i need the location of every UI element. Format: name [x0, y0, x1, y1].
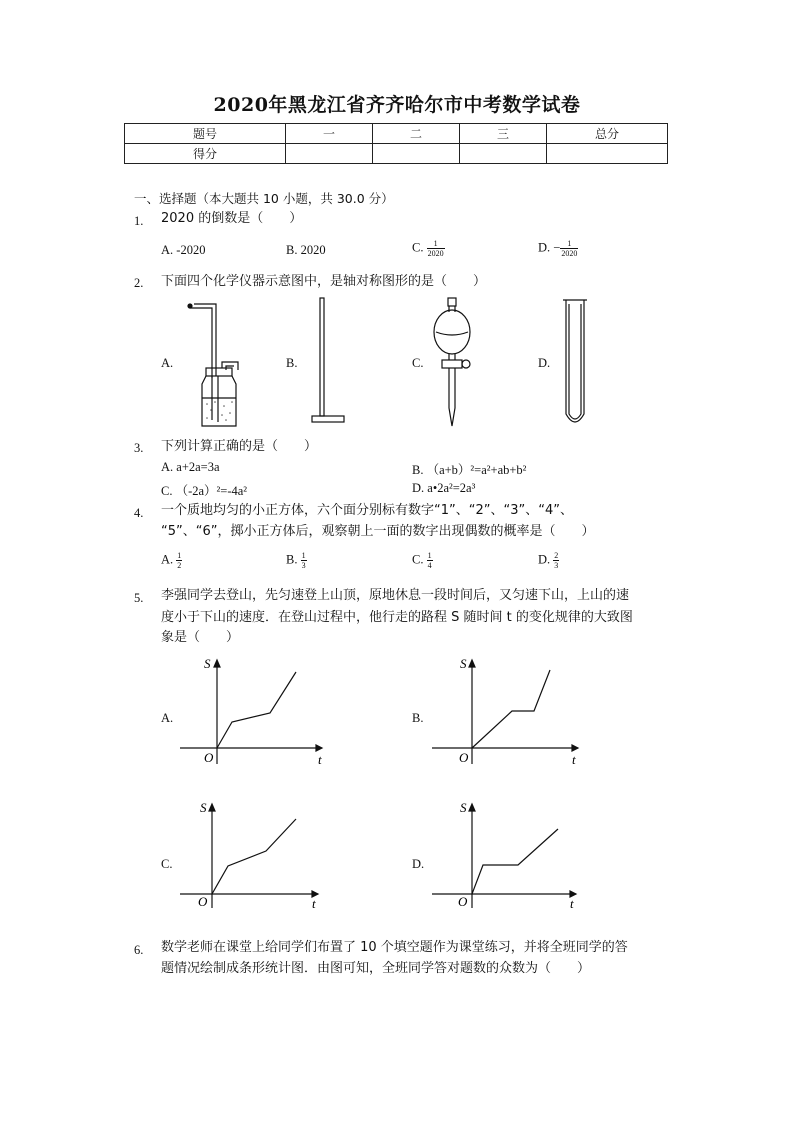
- axis-t-label: t: [570, 896, 574, 911]
- score-header-cell: 总分: [547, 124, 668, 144]
- option-a: A. -2020: [161, 243, 206, 257]
- question-text-line: “5”、“6”，掷小正方体后，观察朝上一面的数字出现偶数的概率是（ ）: [161, 524, 595, 539]
- question-text-line: 数学老师在课堂上给同学们布置了 10 个填空题作为课堂练习，并将全班同学的答: [161, 940, 628, 955]
- origin-label: O: [198, 894, 208, 909]
- option-a: A.: [161, 356, 174, 370]
- option-b: B.: [412, 711, 424, 725]
- score-cell[interactable]: [286, 144, 373, 164]
- option-a: A.: [161, 711, 174, 725]
- score-header-cell: 三: [460, 124, 547, 144]
- option-label: B.: [286, 552, 298, 567]
- fraction: [427, 551, 433, 570]
- iron-stand-icon: [308, 296, 348, 428]
- gas-washing-bottle-icon: [180, 298, 250, 430]
- option-c: [412, 239, 445, 258]
- page-title: 2020年黑龙江省齐齐哈尔市中考数学试卷: [213, 94, 581, 116]
- option-b: B. 2020: [286, 243, 326, 257]
- score-header-cell: 题号: [125, 124, 286, 144]
- numerator: 2: [554, 551, 559, 560]
- option-label: D. −: [538, 240, 561, 255]
- question-number: 2.: [134, 276, 144, 290]
- axis-t-label: t: [572, 752, 576, 767]
- question-text: 下列计算正确的是（ ）: [161, 439, 318, 454]
- numerator: 1: [301, 551, 306, 560]
- question-text: 下面四个化学仪器示意图中，是轴对称图形的是（ ）: [161, 274, 487, 289]
- option-c: C.: [412, 356, 424, 370]
- score-cell[interactable]: [373, 144, 460, 164]
- fraction: [176, 551, 182, 570]
- denominator: 3: [301, 561, 306, 570]
- axis-t-label: t: [312, 896, 316, 911]
- test-tube-icon: [560, 296, 590, 430]
- question-text-line: 象是（ ）: [161, 630, 240, 645]
- score-table-score-row: [125, 144, 668, 164]
- question-number: 6.: [134, 943, 144, 957]
- numerator: 1: [427, 551, 432, 560]
- origin-label: O: [458, 894, 468, 909]
- fraction: [301, 551, 307, 570]
- option-a: A. a+2a=3a: [161, 460, 220, 474]
- option-d: [538, 551, 559, 570]
- option-a: [161, 551, 182, 570]
- question-number: 4.: [134, 506, 144, 520]
- question-text-line: 李强同学去登山，先匀速登上山顶，原地休息一段时间后，又匀速下山，上山的速: [161, 588, 630, 603]
- graph-b: [432, 656, 582, 768]
- question-text-line: 度小于下山的速度．在登山过程中，他行走的路程 S 随时间 t 的变化规律的大致图: [161, 610, 633, 625]
- denominator: 2020: [561, 249, 578, 258]
- option-b: [286, 551, 307, 570]
- question-number: 1.: [134, 214, 144, 228]
- score-cell[interactable]: [460, 144, 547, 164]
- graph-a: [180, 656, 330, 768]
- axis-s-label: S: [200, 800, 207, 815]
- question-number: 5.: [134, 591, 144, 605]
- origin-label: O: [204, 750, 214, 765]
- score-table-header-row: [125, 124, 668, 144]
- option-d: D.: [538, 356, 551, 370]
- separatory-funnel-icon: [422, 296, 482, 430]
- question-text: 2020 的倒数是（ ）: [161, 211, 303, 226]
- axis-s-label: S: [460, 800, 467, 815]
- option-c: [412, 551, 433, 570]
- option-b: B.: [286, 356, 298, 370]
- origin-label: O: [459, 750, 469, 765]
- question-text-line: 一个质地均匀的小正方体，六个面分别标有数字“1”、“2”、“3”、“4”、: [161, 503, 573, 518]
- option-d: D. a•2a²=2a³: [412, 481, 476, 495]
- score-cell[interactable]: [547, 144, 668, 164]
- option-d: [538, 239, 578, 258]
- numerator: 1: [177, 551, 182, 560]
- denominator: 4: [427, 561, 432, 570]
- denominator: 2020: [427, 249, 444, 258]
- option-label: A.: [161, 552, 174, 567]
- option-b: B. （a+b）²=a²+ab+b²: [412, 463, 527, 477]
- denominator: 2: [177, 561, 182, 570]
- graph-c: [180, 800, 330, 912]
- graph-d: [432, 800, 582, 912]
- score-table: [124, 123, 668, 164]
- score-header-cell: 一: [286, 124, 373, 144]
- question-number: 3.: [134, 441, 144, 455]
- numerator: 1: [560, 239, 578, 249]
- axis-t-label: t: [318, 752, 322, 767]
- question-text-line: 题情况绘制成条形统计图．由图可知，全班同学答对题数的众数为（ ）: [161, 961, 591, 976]
- option-label: C.: [412, 240, 424, 255]
- option-c: C. （-2a）²=-4a²: [161, 484, 248, 498]
- option-label: C.: [412, 552, 424, 567]
- fraction: [560, 239, 578, 258]
- score-row-label: 得分: [125, 144, 286, 164]
- numerator: 1: [427, 239, 445, 249]
- option-label: D.: [538, 552, 551, 567]
- axis-s-label: S: [204, 656, 211, 671]
- score-header-cell: 二: [373, 124, 460, 144]
- option-c: C.: [161, 857, 173, 871]
- fraction: [553, 551, 559, 570]
- denominator: 3: [554, 561, 559, 570]
- axis-s-label: S: [460, 656, 467, 671]
- section-title: 一、选择题（本大题共 10 小题，共 30.0 分）: [134, 191, 394, 206]
- option-d: D.: [412, 857, 425, 871]
- fraction: [427, 239, 445, 258]
